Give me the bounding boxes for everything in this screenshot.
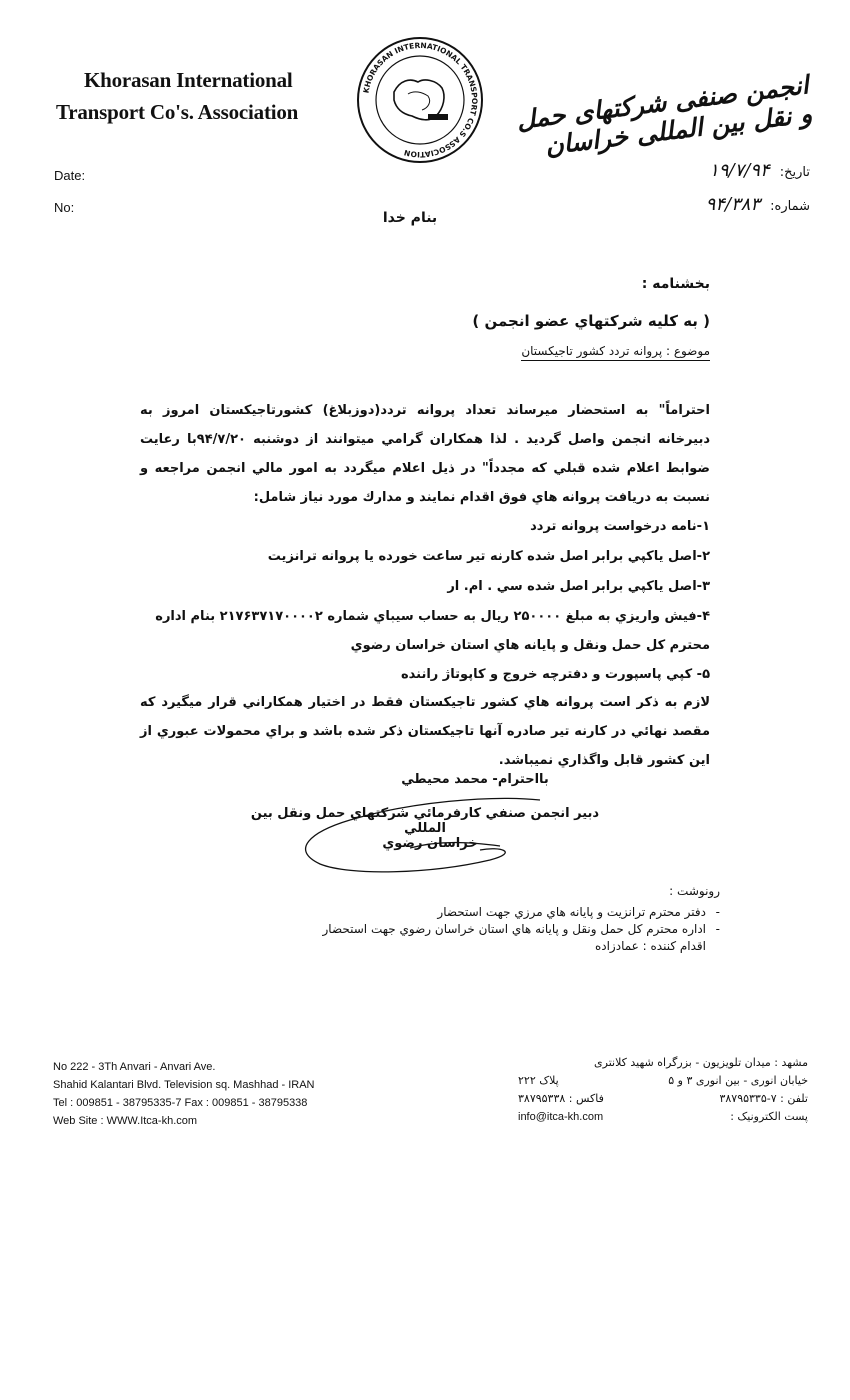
- main-paragraph: احتراماً" به استحضار میرساند تعداد پروانه تردد(دوزبلاغ) کشورتاجیکستان امروز به دبیرخانه انجمن واصل گردید . لذا همکاران گرامي میتوانند از دوشنبه ۹۴/۷/۲۰با رعایت ضوابط اعلام شده قبلي که مجدداً" در ذیل اعلام میگردد به امور مالي انجمن مراجعه و نسبت به دریافت پروانه هاي فوق اقدام نمایند و مدارك مورد نیاز شامل:: [140, 403, 710, 505]
- svg-text:KHORASAN INTERNATIONAL TRANSPO: [361, 41, 479, 159]
- requirements-list: [140, 512, 710, 690]
- number-field-fa: [706, 194, 810, 215]
- footer-address-en: [53, 1058, 383, 1130]
- association-logo: [350, 30, 490, 170]
- footer-en-line: Tel : 009851 - 38795335-7 Fax : 009851 - 38795338: [53, 1097, 308, 1109]
- list-item: ۳-اصل یاکپي برابر اصل شده سي . ام. ار: [447, 579, 710, 594]
- footer-en-line: No 222 - 3Th Anvari - Anvari Ave.: [53, 1061, 216, 1073]
- note-paragraph: لازم به ذکر است پروانه هاي کشور تاجیکستان فقط در اختیار همکاراني قرار میگیرد که مقصد نهائي در کارنه تیر صادره آنها تاجیکستان ذکر شده باشد و براي محمولات عبوري از این کشور قابل واگذاري نمیباشد.: [140, 695, 710, 768]
- subject-line: [140, 344, 710, 358]
- number-value-fa: ۹۴/۳۸۳: [705, 194, 761, 215]
- number-label-fa: شماره:: [770, 199, 810, 214]
- date-value-fa: ۱۹/۷/۹۴: [709, 160, 770, 181]
- number-label-en: No:: [54, 200, 75, 215]
- date-label-fa: تاریخ:: [779, 165, 810, 180]
- date-field-fa: [709, 160, 810, 181]
- footer-address-fa: [518, 1054, 808, 1126]
- list-item: ۵- کپي پاسپورت و دفترچه خروج و کاپوتاژ راننده: [400, 667, 710, 682]
- cc-item: -اداره محترم کل حمل ونقل و پایانه هاي استان خراسان رضوي جهت استحضار: [322, 922, 720, 936]
- org-name-en: [56, 64, 356, 128]
- list-item: ۲-اصل یاکپي برابر اصل شده کارنه تیر ساعت خورده یا پروانه ترانزیت: [267, 549, 710, 564]
- footer-fa-row: خیابان انوری - بین انوری ۳ و ۵ پلاک ۲۲۲: [518, 1074, 808, 1087]
- cc-heading: رونوشت :: [669, 884, 720, 898]
- addressee: ( به کلیه شرکتهاي عضو انجمن ): [472, 312, 710, 330]
- cc-list: [270, 904, 720, 955]
- footer-fa-line: مشهد : میدان تلویزیون - بزرگراه شهید کلانتری: [594, 1056, 808, 1069]
- footer-fa-row: پست الکترونیک : info@itca-kh.com: [518, 1108, 808, 1126]
- signature-province: خراسان رضوي: [382, 836, 478, 851]
- basmala: بنام خدا: [382, 210, 438, 226]
- list-item: ۴-فیش واریزي به مبلغ ۲۵۰۰۰۰ ریال به حساب سیباي شماره ۲۱۷۶۳۷۱۷۰۰۰۰۲ بنام اداره محترم کل حمل ونقل و پایانه هاي استان خراسان رضوي: [155, 609, 710, 653]
- email-link[interactable]: info@itca-kh.com: [518, 1111, 604, 1123]
- cc-item: اقدام کننده : عمادزاده: [594, 939, 706, 953]
- org-name-en-line2: Transport Co's. Association: [56, 100, 299, 124]
- circular-label: بخشنامه :: [641, 276, 710, 292]
- footer-en-line: Shahid Kalantari Blvd. Television sq. Mashhad - IRAN: [53, 1079, 315, 1091]
- footer-en-line: Web Site : WWW.Itca-kh.com: [53, 1115, 198, 1127]
- list-item: ۱-نامه درخواست پروانه تردد: [530, 519, 710, 534]
- org-name-fa: انجمن صنفی شرکتهای حمل و نقل بین المللی خراسان: [515, 70, 814, 161]
- signature-title: دبیر انجمن صنفي کارفرمائي شرکتهاي حمل ونقل بین المللي: [250, 806, 600, 836]
- org-name-en-line1: Khorasan International: [84, 68, 293, 92]
- footer-fa-row: تلفن : ۷-۳۸۷۹۵۳۳۵ فاکس : ۳۸۷۹۵۳۳۸: [518, 1092, 808, 1105]
- subject-text: موضوع : پروانه تردد کشور تاجیکستان: [521, 344, 710, 361]
- cc-item: -دفتر محترم ترانزیت و پایانه هاي مرزي جهت استحضار: [437, 905, 720, 919]
- logo-ring-text: KHORASAN INTERNATIONAL TRANSPORT CO.S ASSOCIATION: [361, 40, 480, 160]
- date-label-en: Date:: [54, 168, 86, 183]
- signature-regards: بااحترام- محمد محیطي: [401, 772, 549, 787]
